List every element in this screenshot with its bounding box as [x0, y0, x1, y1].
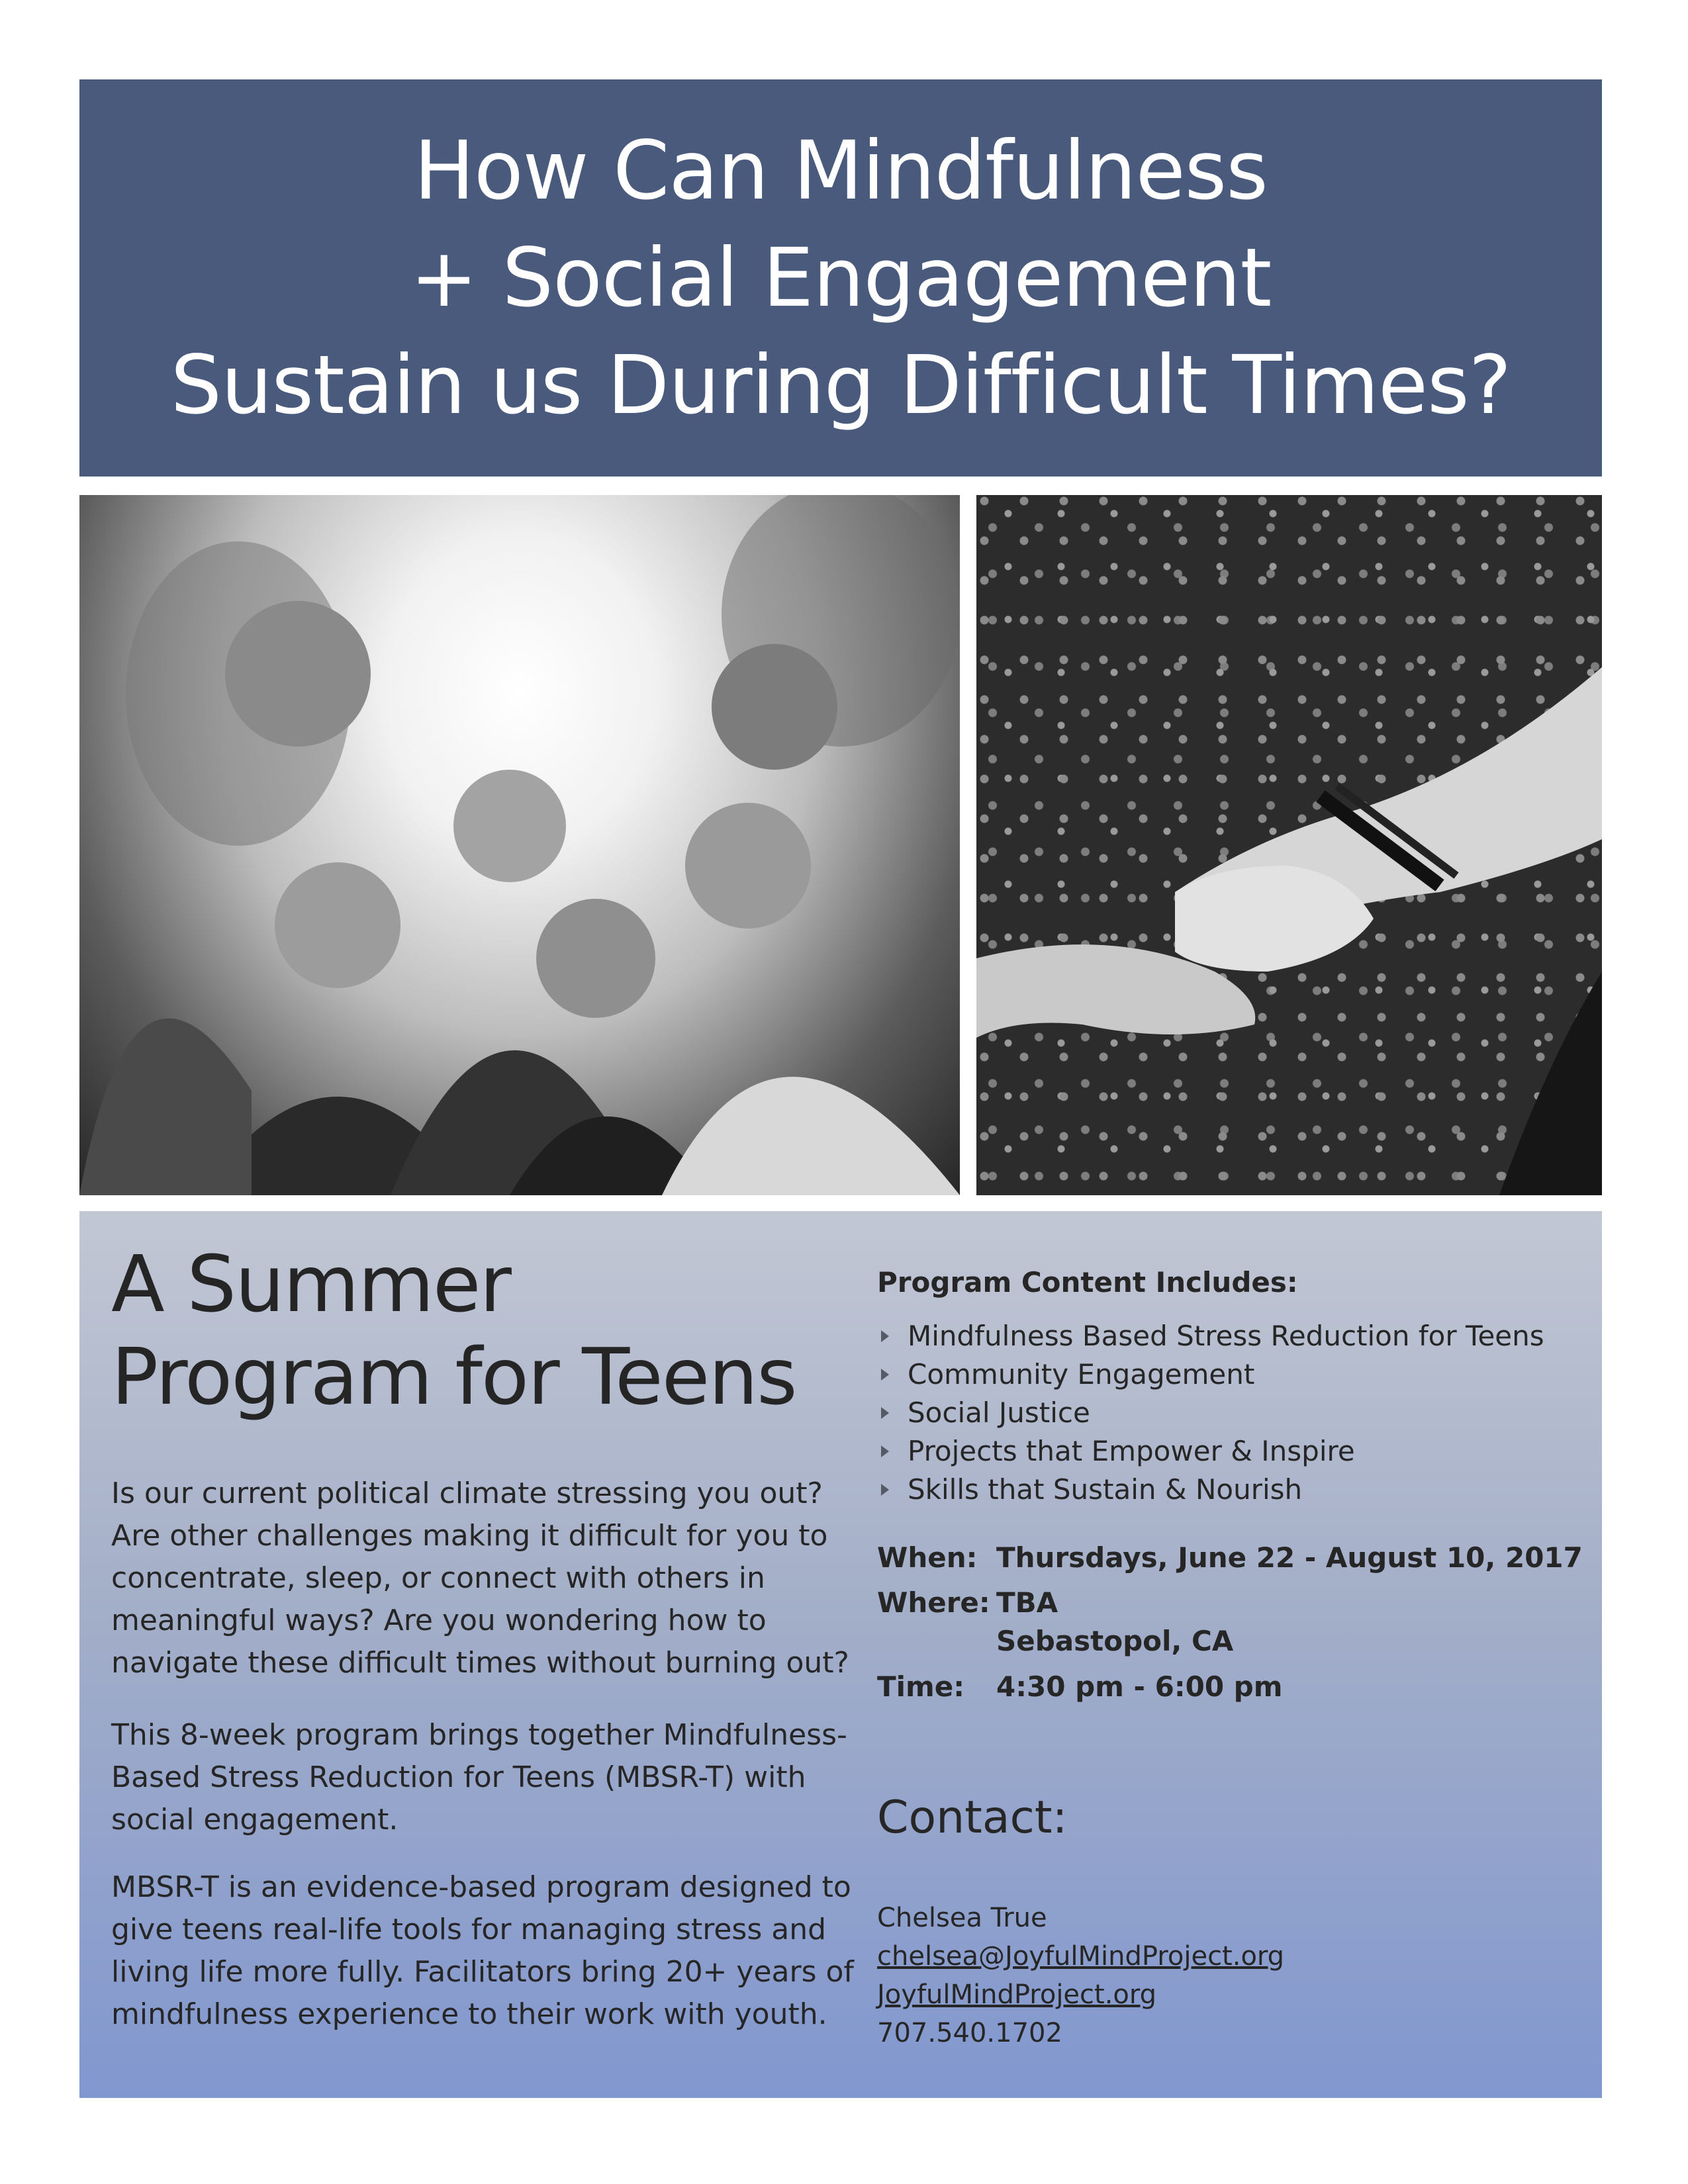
list-item-label: Social Justice [908, 1396, 1090, 1429]
list-item-label: Projects that Empower & Inspire [908, 1435, 1355, 1467]
contact-email-link[interactable]: chelsea@JoyfulMindProject.org [877, 1941, 1285, 1972]
where-value-line-1: TBA [996, 1586, 1058, 1619]
teens-group-illustration [79, 495, 960, 1195]
time-label: Time: [877, 1670, 965, 1703]
holding-hands-photo [976, 495, 1602, 1195]
program-title [111, 1238, 796, 1423]
triangle-bullet-icon [881, 1445, 889, 1457]
list-item [877, 1317, 1544, 1355]
intro-paragraph: Is our current political climate stressing you out? Are other challenges making it difficult for you to concentrate, sleep, or connect with others in meaningful ways? Are you wondering how to navigate these difficult times without burning out? [111, 1477, 849, 1680]
where-label: Where: [877, 1586, 990, 1619]
where-value-line-2: Sebastopol, CA [996, 1625, 1234, 1657]
triangle-bullet-icon [881, 1330, 889, 1342]
contact-phone: 707.540.1702 [877, 2018, 1062, 2048]
list-item-label: Skills that Sustain & Nourish [908, 1473, 1303, 1506]
header-banner [79, 79, 1602, 477]
time-value: 4:30 pm - 6:00 pm [996, 1670, 1283, 1703]
list-item [877, 1432, 1544, 1471]
triangle-bullet-icon [881, 1407, 889, 1419]
header-title-line-1: How Can Mindfulness [414, 124, 1268, 218]
program-content-list [877, 1317, 1544, 1509]
program-content-heading: Program Content Includes: [877, 1266, 1298, 1298]
list-item [877, 1355, 1544, 1394]
list-item [877, 1471, 1544, 1509]
contact-name: Chelsea True [877, 1903, 1047, 1933]
program-description-paragraph: This 8-week program brings together Mindfulness-Based Stress Reduction for Teens (MBSR-T) with social engagement. [111, 1718, 847, 1837]
when-label: When: [877, 1541, 978, 1574]
list-item-label: Community Engagement [908, 1358, 1255, 1390]
triangle-bullet-icon [881, 1484, 889, 1496]
list-item [877, 1394, 1544, 1432]
when-value: Thursdays, June 22 - August 10, 2017 [996, 1541, 1583, 1574]
teens-group-photo [79, 495, 960, 1195]
info-panel [79, 1211, 1602, 2098]
program-title-line-2: Program for Teens [111, 1331, 796, 1422]
list-item-label: Mindfulness Based Stress Reduction for Teens [908, 1320, 1544, 1352]
mbsr-t-paragraph: MBSR-T is an evidence-based program designed to give teens real-life tools for managing stress and living life more fully. Facilitators bring 20+ years of mindfulness experience to their work with youth. [111, 1870, 854, 2031]
contact-heading: Contact: [877, 1792, 1068, 1844]
header-title-line-2: + Social Engagement [410, 231, 1272, 325]
program-title-line-1: A Summer [111, 1238, 510, 1330]
contact-website-link[interactable]: JoyfulMindProject.org [877, 1979, 1157, 2010]
header-title-line-3: Sustain us During Difficult Times? [170, 338, 1511, 432]
holding-hands-illustration [976, 495, 1602, 1195]
triangle-bullet-icon [881, 1369, 889, 1381]
